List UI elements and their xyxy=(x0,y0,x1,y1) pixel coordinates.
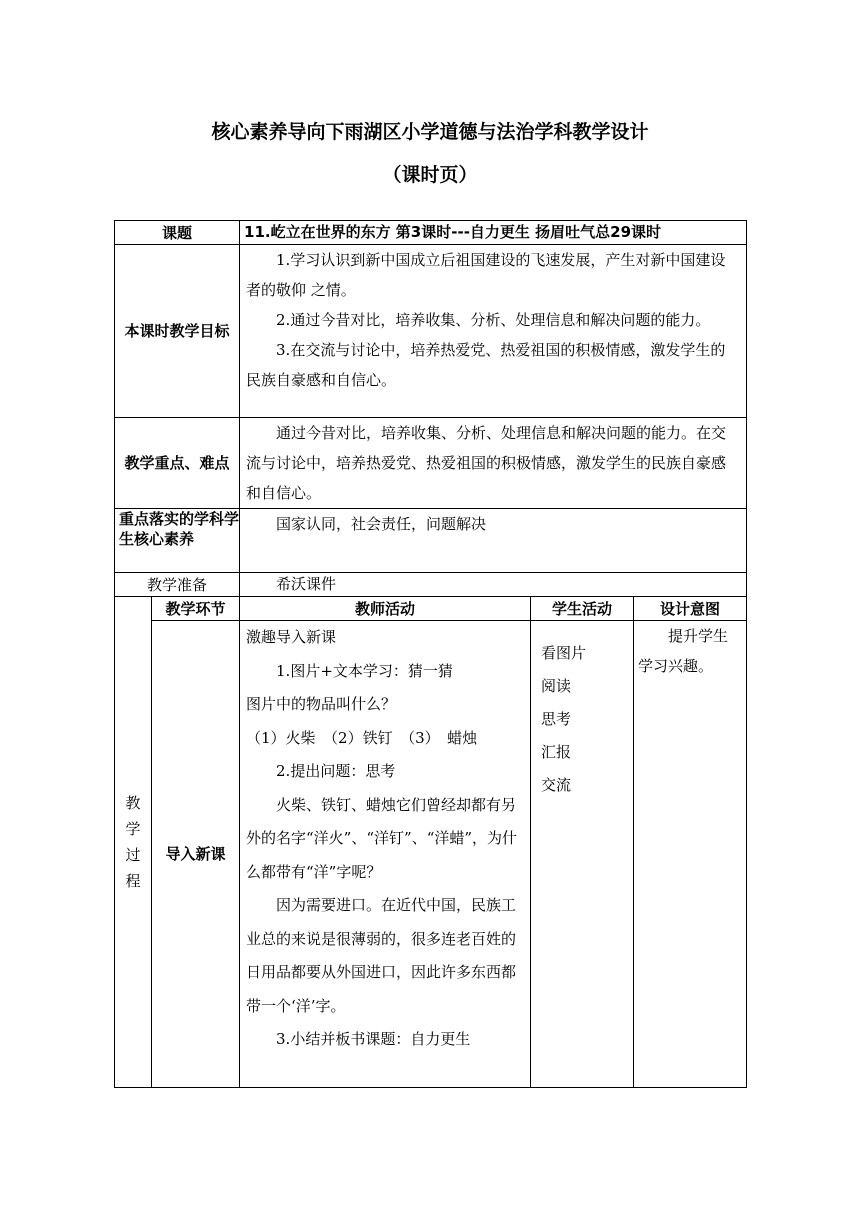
stage-cell: 导入新课 xyxy=(152,621,240,1088)
lesson-plan-table xyxy=(114,220,747,1088)
core-cell xyxy=(240,509,747,573)
student-line: 汇报 xyxy=(541,743,572,761)
teacher-line: 火柴、铁钉、蜡烛它们曾经却都有另外的名字“洋火”、“洋钉”、“洋蜡”，为什么都带有“洋”字呢？ xyxy=(246,795,518,881)
core-row xyxy=(115,509,747,573)
side-char: 过 xyxy=(125,846,141,864)
teacher-activity-cell xyxy=(240,621,531,1088)
topic-row xyxy=(115,221,747,245)
goal-item: 2.通过今昔对比，培养收集、分析、处理信息和解决问题的能力。 xyxy=(276,311,711,329)
prep-cell xyxy=(240,573,747,597)
teacher-line: 因为需要进口。在近代中国，民族工业总的来说是很薄弱的，很多连老百姓的日用品都要从外国进口，因此许多东西都带一个‘洋’字。 xyxy=(246,896,517,1015)
design-intent: 提升学生学习兴趣。 xyxy=(638,627,729,675)
teacher-line: 激趣导入新课 xyxy=(246,628,337,646)
focus-label: 教学重点、难点 xyxy=(115,418,240,509)
focus-row xyxy=(115,418,747,509)
core-label: 重点落实的学科学生核心素养 xyxy=(115,509,240,573)
student-line: 阅读 xyxy=(541,677,572,695)
header-intent: 设计意图 xyxy=(634,597,747,621)
goal-item: 1.学习认识到新中国成立后祖国建设的飞速发展，产生对新中国建设者的敬仰 之情。 xyxy=(246,251,726,299)
student-line: 交流 xyxy=(541,776,572,794)
goals-row xyxy=(115,245,747,418)
side-char: 程 xyxy=(125,872,141,890)
topic-label: 课题 xyxy=(115,221,240,245)
side-char: 教 xyxy=(125,794,141,812)
side-char: 学 xyxy=(125,820,141,838)
design-intent-cell xyxy=(634,621,747,1088)
student-activity-cell xyxy=(531,621,634,1088)
header-teacher: 教师活动 xyxy=(240,597,531,621)
student-line: 看图片 xyxy=(541,644,587,662)
prep-row xyxy=(115,573,747,597)
student-line: 思考 xyxy=(541,710,572,728)
teacher-line: （1）火柴 （2）铁钉 （3） 蜡烛 xyxy=(246,728,478,747)
core-value: 国家认同，社会责任，问题解决 xyxy=(276,515,487,533)
teacher-line: 1.图片+文本学习：猜一猜 xyxy=(276,661,453,680)
goal-item: 3.在交流与讨论中，培养热爱党、热爱祖国的积极情感，激发学生的民族自豪感和自信心。 xyxy=(246,341,726,389)
prep-value: 希沃课件 xyxy=(276,575,337,593)
document-subtitle: （课时页） xyxy=(382,164,478,186)
header-stage: 教学环节 xyxy=(152,597,240,621)
process-side-label xyxy=(115,597,152,1088)
teacher-line: 3.小结并板书课题：自力更生 xyxy=(276,1030,471,1048)
focus-value: 通过今昔对比，培养收集、分析、处理信息和解决问题的能力。在交流与讨论中，培养热爱党、热爱祖国的积极情感，激发学生的民族自豪感和自信心。 xyxy=(246,424,727,502)
process-header-row xyxy=(115,597,747,621)
prep-label: 教学准备 xyxy=(115,573,240,597)
document-title: 核心素养导向下雨湖区小学道德与法治学科教学设计 xyxy=(211,121,649,143)
focus-cell xyxy=(240,418,747,509)
goals-label: 本课时教学目标 xyxy=(115,245,240,418)
header-student: 学生活动 xyxy=(531,597,634,621)
process-body-row xyxy=(115,621,747,1088)
teacher-line: 2.提出问题：思考 xyxy=(276,762,396,780)
teacher-line: 图片中的物品叫什么？ xyxy=(246,695,397,713)
topic-value: 11.屹立在世界的东方 第3课时---自力更生 扬眉吐气总29课时 xyxy=(240,221,747,245)
goals-cell xyxy=(240,245,747,418)
